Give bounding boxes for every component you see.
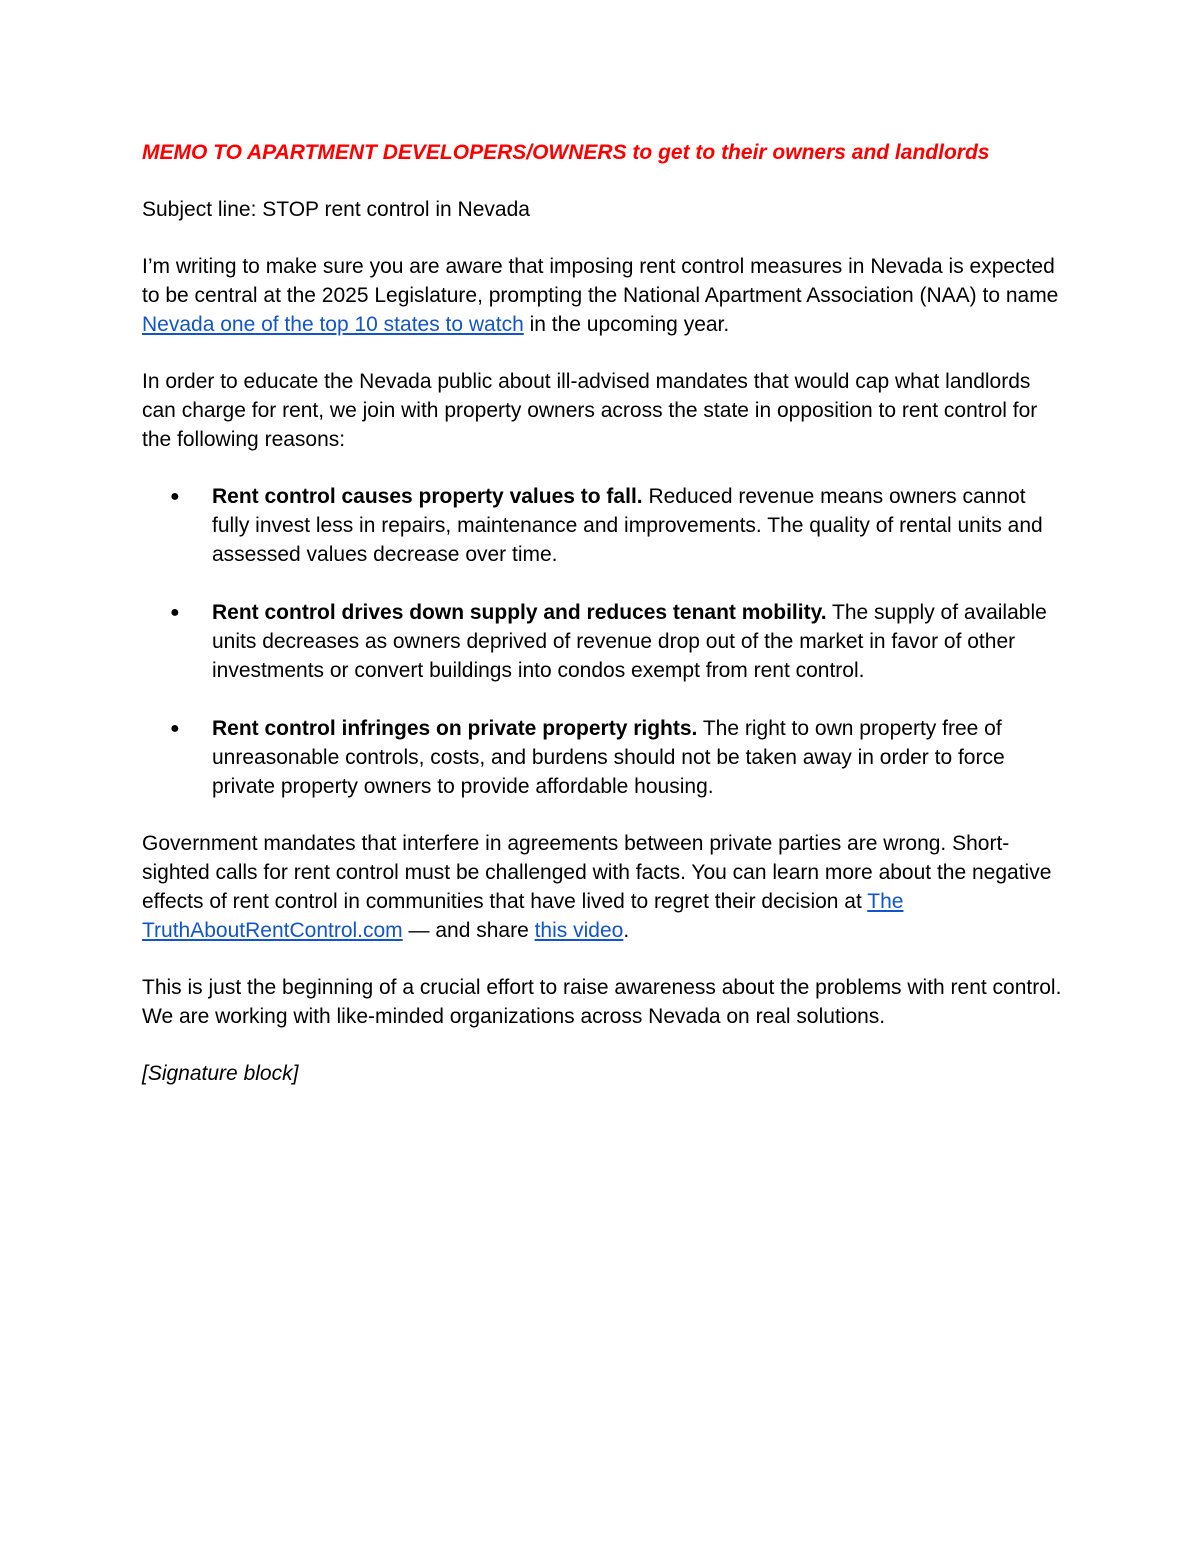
top-10-states-link[interactable]: Nevada one of the top 10 states to watch: [142, 313, 524, 336]
list-item: [142, 482, 1062, 569]
bullet-heading: Rent control infringes on private property rights.: [212, 717, 698, 740]
final-paragraph: This is just the beginning of a crucial effort to raise awareness about the problems with rent control. We are working with like-minded organizations across Nevada on real solutions.: [142, 976, 1062, 1028]
reasons-intro-paragraph: In order to educate the Nevada public about ill-advised mandates that would cap what landlords can charge for rent, we join with property owners across the state in opposition to rent control for the following reasons:: [142, 370, 1038, 451]
intro-text-after-link: in the upcoming year.: [523, 313, 730, 336]
intro-text-before-link: I’m writing to make sure you are aware that imposing rent control measures in Nevada is expected to be central at the 2025 Legislature, prompting the National Apartment Association (NAA) to name: [142, 255, 1059, 307]
signature-block: [Signature block]: [142, 1062, 299, 1085]
bullet-heading: Rent control drives down supply and reduces tenant mobility.: [212, 601, 827, 624]
bullet-text: The right to own property free of unreasonable controls, costs, and burdens should not be taken away in order to force private property owners to provide affordable housing.: [212, 717, 1005, 798]
memo-title: MEMO TO APARTMENT DEVELOPERS/OWNERS to get to their owners and landlords: [142, 141, 990, 164]
list-item: [142, 598, 1062, 685]
bullet-icon: ●: [170, 488, 180, 505]
bullet-heading: Rent control causes property values to fall.: [212, 485, 643, 508]
list-item: [142, 714, 1062, 801]
video-link[interactable]: this video: [534, 919, 624, 942]
reasons-list: [142, 482, 1062, 801]
intro-paragraph: [142, 252, 1062, 339]
closing-paragraph: [142, 829, 1062, 945]
bullet-text: Reduced revenue means owners cannot fully invest less in repairs, maintenance and improvements. The quality of rental units and assessed values decrease over time.: [212, 485, 1043, 566]
bullet-icon: ●: [170, 720, 180, 737]
truth-about-rent-control-link[interactable]: The TruthAboutRentControl.com: [142, 890, 904, 942]
bullet-icon: ●: [170, 604, 180, 621]
closing-text-between-links: — and share: [402, 919, 535, 942]
memo-document: [142, 138, 1062, 1088]
closing-text-end: .: [623, 919, 630, 942]
bullet-text: The supply of available units decreases as owners deprived of revenue drop out of the market in favor of other investments or convert buildings into condos exempt from rent control.: [212, 601, 1047, 682]
closing-text-before-link: Government mandates that interfere in agreements between private parties are wrong. Short-sighted calls for rent control must be challenged with facts. You can learn more about the negative effects of rent control in communities that have lived to regret their decision at: [142, 832, 1052, 913]
subject-line: Subject line: STOP rent control in Nevada: [142, 198, 530, 221]
